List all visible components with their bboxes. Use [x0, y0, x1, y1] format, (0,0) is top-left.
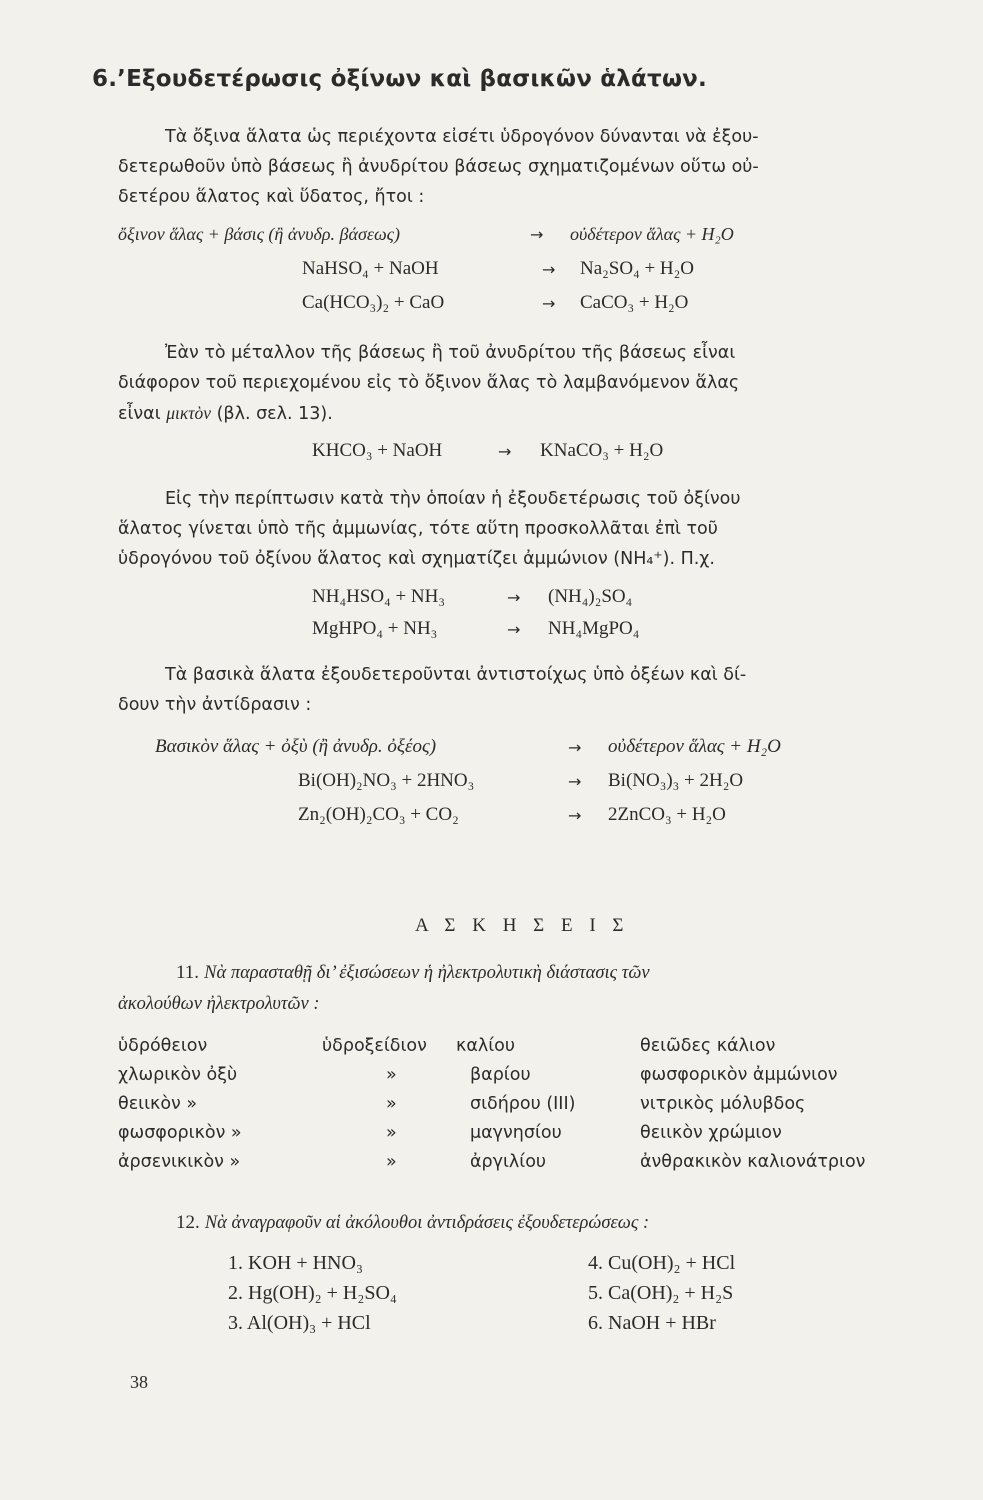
para3-line-3: ὑδρογόνου τοῦ ὀξίνου ἅλατος καὶ σχηματίζει ἀμμώνιον (NH₄⁺). Π.χ.: [118, 549, 715, 569]
electrolyte-row-1-col-4: θειῶδες κάλιον: [640, 1036, 776, 1056]
equation-zn2oh2co3-left: Zn₂(OH)₂CO₃ + CO₂: [298, 804, 459, 825]
electrolyte-row-2-col-3: βαρίου: [470, 1065, 531, 1085]
exercise-11-intro: [176, 962, 650, 984]
equation-mghpo4-right: NH₄MgPO₄: [548, 618, 640, 639]
reaction-equation: Cu(OH)₂ + HCl: [608, 1252, 736, 1274]
equation-zn2oh2co3-arrow: →: [568, 806, 582, 825]
reaction-equation: Al(OH)₃ + HCl: [246, 1312, 371, 1334]
para4-line-2: δουν τὴν ἀντίδρασιν :: [118, 695, 312, 715]
reaction-item: [228, 1252, 363, 1275]
exercise-12-line-1: Νὰ ἀναγραφοῦν αἱ ἀκόλουθοι ἀντιδράσεις ἐξουδετερώσεως :: [204, 1213, 650, 1233]
para3-line-1: Εἰς τὴν περίπτωσιν κατὰ τὴν ὁποίαν ἡ ἐξουδετέρωσις τοῦ ὀξίνου: [165, 489, 741, 509]
reaction-equation: NaOH + HBr: [608, 1312, 716, 1334]
electrolyte-row-3-col-3: σιδήρου (ΙΙΙ): [470, 1094, 576, 1114]
reaction-number: 5.: [588, 1282, 603, 1304]
para2-line-2: διάφορον τοῦ περιεχομένου εἰς τὸ ὄξινον ἅλας τὸ λαμβανόμενον ἅλας: [118, 373, 740, 393]
equation-nh4hso4-left: NH₄HSO₄ + NH₃: [312, 586, 445, 607]
equation-khco3-left: KHCO₃ + NaOH: [312, 440, 443, 461]
intro-line-1: Τὰ ὄξινα ἅλατα ὡς περιέχοντα εἰσέτι ὑδρογόνον δύνανται νὰ ἐξου-: [165, 127, 759, 147]
reaction-equation: Ca(OH)₂ + H₂S: [608, 1282, 734, 1304]
reaction-item: [588, 1252, 735, 1275]
electrolyte-row-5-col-3: ἀργιλίου: [470, 1152, 547, 1172]
electrolyte-row-1-col-1: ὑδρόθειον: [118, 1036, 208, 1056]
para2-line-3-end: (βλ. σελ. 13).: [216, 404, 333, 424]
equation-khco3-right: KNaCO₃ + H₂O: [540, 440, 664, 461]
equation-bioh2no3-arrow: →: [568, 772, 582, 791]
exercise-11-number: 11.: [176, 962, 200, 983]
equation-khco3-arrow: →: [498, 442, 512, 461]
para2-mixed-term: μικτὸν: [166, 403, 212, 423]
general-equation-2-left: Βασικὸν ἅλας + ὀξὺ (ἢ ἀνυδρ. ὀξέος): [155, 736, 437, 757]
equation-cahco3-left: Ca(HCO₃)₂ + CaO: [302, 292, 445, 313]
general-equation-1-left: ὄξινον ἅλας + βάσις (ἢ ἀνυδρ. βάσεως): [118, 224, 400, 244]
para4-line-1: Τὰ βασικὰ ἅλατα ἐξουδετεροῦνται ἀντιστοίχως ὑπὸ ὀξέων καὶ δί-: [165, 665, 747, 685]
reaction-equation: Hg(OH)₂ + H₂SO₄: [248, 1282, 397, 1304]
electrolyte-row-1-col-2: ὑδροξείδιον: [322, 1036, 427, 1056]
equation-nh4hso4-right: (NH₄)₂SO₄: [548, 586, 633, 607]
reaction-number: 1.: [228, 1252, 243, 1274]
equation-zn2oh2co3-right: 2ZnCO₃ + H₂O: [608, 804, 726, 825]
general-equation-1-right: οὐδέτερον ἅλας + H₂O: [570, 224, 734, 244]
equation-mghpo4-arrow: →: [507, 620, 521, 639]
exercise-11-line-1: Νὰ παρασταθῇ δι’ ἐξισώσεων ἡ ἠλεκτρολυτικὴ διάστασις τῶν: [204, 963, 650, 983]
general-equation-2-arrow: →: [568, 738, 582, 757]
reaction-number: 3.: [228, 1312, 243, 1334]
electrolyte-row-2-col-4: φωσφορικὸν ἀμμώνιον: [640, 1065, 838, 1085]
general-equation-1-arrow: →: [530, 225, 544, 244]
equation-cahco3-right: CaCO₃ + H₂O: [580, 292, 689, 313]
reaction-item: [588, 1312, 716, 1335]
reaction-item: [228, 1312, 371, 1335]
electrolyte-row-3-col-1: θειικὸν »: [118, 1094, 198, 1114]
electrolyte-row-4-col-1: φωσφορικὸν »: [118, 1123, 242, 1143]
section-title: 6.’Εξουδετέρωσις ὀξίνων καὶ βασικῶν ἁλάτων.: [92, 66, 707, 92]
electrolyte-row-3-col-2: »: [386, 1094, 397, 1114]
reaction-item: [588, 1282, 733, 1305]
reaction-number: 2.: [228, 1282, 243, 1304]
exercise-12-intro: [176, 1212, 649, 1234]
exercise-11-line-2: ἀκολούθων ἠλεκτρολυτῶν :: [118, 994, 320, 1014]
exercise-12-number: 12.: [176, 1212, 200, 1233]
equation-bioh2no3-left: Bi(OH)₂NO₃ + 2HNO₃: [298, 770, 475, 791]
electrolyte-row-4-col-3: μαγνησίου: [470, 1123, 562, 1143]
intro-line-2: δετερωθοῦν ὑπὸ βάσεως ἢ ἀνυδρίτου βάσεως σχηματιζομένων οὕτω οὐ-: [118, 157, 759, 177]
reaction-number: 4.: [588, 1252, 603, 1274]
equation-cahco3-arrow: →: [542, 294, 556, 313]
electrolyte-row-4-col-2: »: [386, 1123, 397, 1143]
equation-nahso4-arrow: →: [542, 260, 556, 279]
electrolyte-row-3-col-4: νιτρικὸς μόλυβδος: [640, 1094, 806, 1114]
electrolyte-row-5-col-1: ἀρσενικικὸν »: [118, 1152, 241, 1172]
equation-nahso4-right: Na₂SO₄ + H₂O: [580, 258, 694, 279]
reaction-item: [228, 1282, 397, 1305]
equation-nahso4-left: NaHSO₄ + NaOH: [302, 258, 439, 279]
electrolyte-row-1-col-3: καλίου: [456, 1036, 515, 1056]
intro-line-3: δετέρου ἅλατος καὶ ὕδατος, ἤτοι :: [118, 187, 425, 207]
reaction-number: 6.: [588, 1312, 603, 1334]
general-equation-2-right: οὐδέτερον ἅλας + H₂O: [608, 736, 781, 757]
para3-line-2: ἅλατος γίνεται ὑπὸ τῆς ἀμμωνίας, τότε αὕτη προσκολλᾶται ἐπὶ τοῦ: [118, 519, 718, 539]
equation-bioh2no3-right: Bi(NO₃)₃ + 2H₂O: [608, 770, 744, 791]
electrolyte-row-5-col-4: ἀνθρακικὸν καλιονάτριον: [640, 1152, 866, 1172]
para2-line-1: Ἐὰν τὸ μέταλλον τῆς βάσεως ἢ τοῦ ἀνυδρίτου τῆς βάσεως εἶναι: [165, 343, 736, 363]
para2-line-3-start: εἶναι: [118, 404, 161, 424]
reaction-equation: KOH + HNO₃: [248, 1252, 363, 1274]
electrolyte-row-2-col-2: »: [386, 1065, 397, 1085]
equation-nh4hso4-arrow: →: [507, 588, 521, 607]
para2-line-3: [118, 398, 333, 429]
equation-mghpo4-left: MgHPO₄ + NH₃: [312, 618, 438, 639]
page-number: 38: [130, 1372, 148, 1392]
electrolyte-row-4-col-4: θειικὸν χρώμιον: [640, 1123, 782, 1143]
electrolyte-row-5-col-2: »: [386, 1152, 397, 1172]
exercises-heading: Α Σ Κ Η Σ Ε Ι Σ: [415, 915, 630, 936]
electrolyte-row-2-col-1: χλωρικὸν ὀξὺ: [118, 1065, 238, 1085]
